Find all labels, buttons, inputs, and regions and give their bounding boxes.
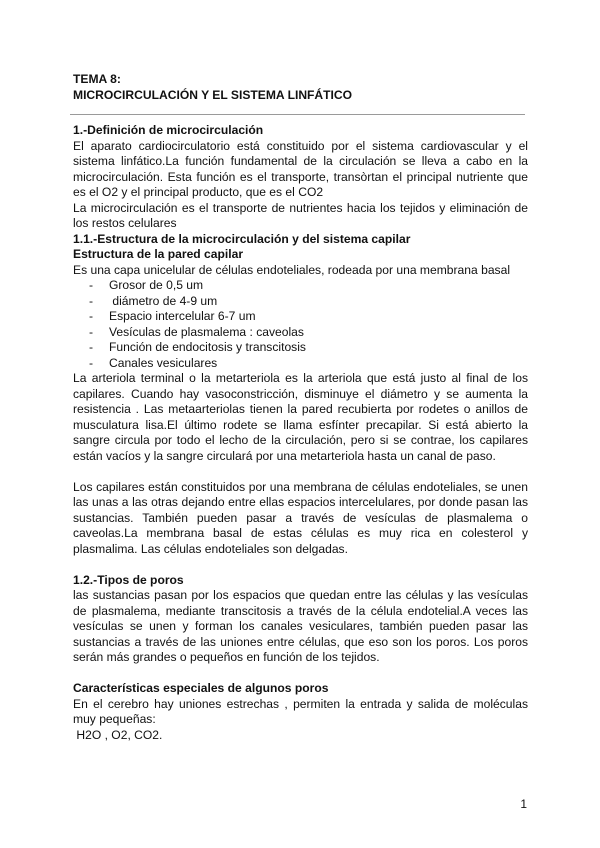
list-item: - Grosor de 0,5 um: [89, 278, 528, 294]
page-content: [73, 72, 528, 743]
section-1-1-heading: 1.1.-Estructura de la microcirculación y del sistema capilar: [73, 231, 411, 246]
list-item: - Canales vesiculares: [89, 356, 528, 372]
capilares-paragraph: Los capilares están constituidos por una membrana de células endoteliales, se unen las unas a las otras dejando entre ellas espacios intercelulares, por donde pasan las sustancias. También pueden pasar a través de vesículas de plasmalema o caveolas.La membrana basal de estas células es muy rica en colesterol y plasmalima. Las células endoteliales son delgadas.: [73, 479, 528, 556]
pared-capilar-intro: Es una capa unicelular de células endoteliales, rodeada por una membrana basal: [73, 262, 511, 277]
especiales-molecules: H2O , O2, CO2.: [73, 727, 163, 742]
list-item: - Espacio intercelular 6-7 um: [89, 309, 528, 325]
section-1-heading: 1.-Definición de microcirculación: [73, 123, 264, 137]
list-item: - Vesículas de plasmalema : caveolas: [89, 325, 528, 341]
especiales-paragraph: En el cerebro hay uniones estrechas , permiten la entrada y salida de moléculas muy pequeñas:: [73, 696, 528, 726]
arteriola-paragraph: La arteriola terminal o la metarteriola es la arteriola que está justo al final de los capilares. Cuando hay vasoconstricción, disminuye el diámetro y se aumenta la resistencia . Las metaarteriolas tienen la pared recubierta por rodetes o anillos de musculatura lisa.El último rodete se llama esfínter precapilar. Si está abierto la sangre circula por todo el lecho de la circulación, pero si se contrae, los capilares están vacíos y la sangre circulará por una metarteriola hasta un canal de paso.: [73, 371, 528, 463]
spacer: [73, 464, 528, 480]
tema-label: TEMA 8:: [73, 72, 121, 86]
page-number: 1: [520, 797, 527, 811]
section-1-paragraph-1: El aparato cardiocirculatorio está constituido por el sistema cardiovascular y el sistema linfático.La función fundamental de la circulación se lleva a cabo en la microcirculación. Esta función es el transporte, transòrtan el principal nutriente que es el O2 y el principal producto, que es el CO2: [73, 138, 528, 199]
section-1-paragraph-2: La microcirculación es el transporte de nutrientes hacia los tejidos y eliminación de los restos celulares: [73, 200, 528, 230]
page-title: MICROCIRCULACIÓN Y EL SISTEMA LINFÁTICO: [73, 87, 353, 102]
poros-paragraph: las sustancias pasan por los espacios que quedan entre las células y las vesículas de plasmalema, mediante transcitosis a través de la célula endotelial.A veces las vesículas se unen y forman los canales vesiculares, también pueden pasar las sustancias a través de las uniones entre células, que eso son los poros. Los poros serán más grandes o pequeños en función de los tejidos.: [73, 588, 528, 664]
pared-capilar-heading: Estructura de la pared capilar: [73, 247, 244, 261]
list-item: - diámetro de 4-9 um: [89, 294, 528, 310]
spacer: [73, 557, 528, 573]
list-item: - Función de endocitosis y transcitosis: [89, 340, 528, 356]
title-divider: [70, 114, 525, 115]
section-1-2-heading: 1.2.-Tipos de poros: [73, 572, 184, 587]
spacer: [73, 666, 528, 682]
pared-capilar-list: [73, 278, 528, 371]
especiales-heading: Características especiales de algunos poros: [73, 681, 329, 695]
